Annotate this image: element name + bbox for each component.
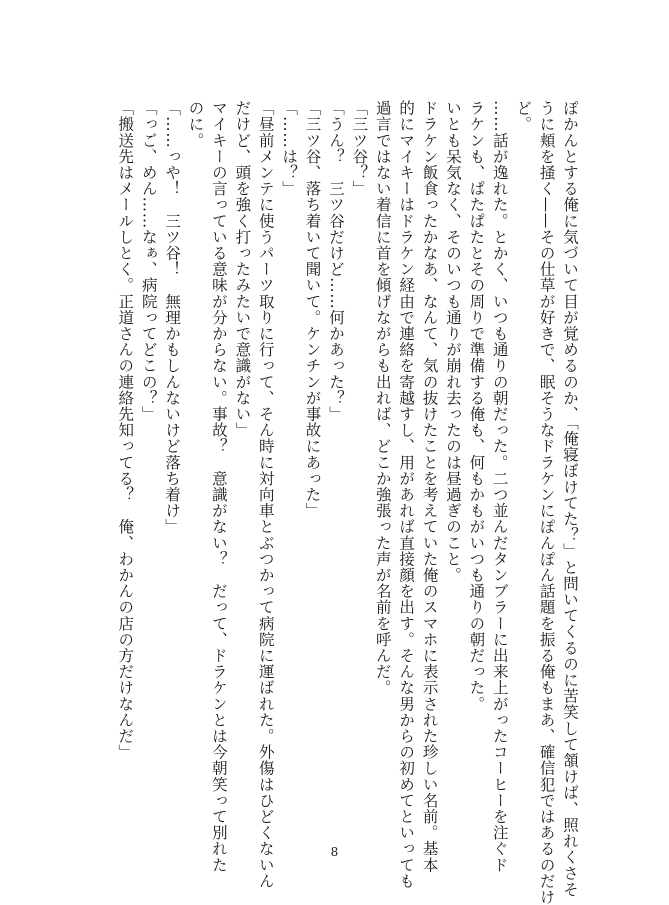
- text-line: ラケンも、ぱたぱたとその周りで準備する俺も、何もかもがいつも通りの朝だった。: [467, 100, 486, 712]
- page-number: 8: [330, 845, 339, 859]
- text-line: マイキーの言っている意味が分からない。事故？ 意識がない？ だって、ドラケンとは今朝笑って別れた: [209, 100, 228, 873]
- dialogue-line: 「三ツ谷、落ち着いて聞いて。ケンチンが事故にあった」: [303, 100, 322, 519]
- dialogue-line: だけど、頭を強く打ったみたいで意識がない」: [233, 100, 252, 439]
- dialogue-line: 「っご、めん……なぁ、病院ってどこの？」: [139, 100, 158, 422]
- dialogue-line: 「搬送先はメールしとく。正道さんの連絡先知ってる？ 俺、わかんの店の方だけなんだ」: [116, 100, 135, 761]
- dialogue-line: 「……っや！ 三ツ谷！ 無理かもしんないけど落ち着け」: [163, 100, 182, 535]
- dialogue-line: 「三ツ谷？」: [350, 100, 369, 197]
- text-line: のに。: [186, 100, 205, 149]
- dialogue-line: 「昼前メンテに使うパーツ取りに行って、そん時に対向車とぶつかって病院に運ばれた。外傷はひどくないん: [256, 100, 275, 889]
- dialogue-line: 「……は？」: [280, 100, 299, 197]
- text-line: うに頬を掻く——その仕草が好きで、眠そうなドラケンにぽんぽん話題を振る俺もまあ、確信犯ではあるのだけ: [537, 100, 556, 905]
- text-line: 的にマイキーはドラケン経由で連絡を寄越すし、用があれば直接顔を出す。そんな男からの初めてといっても: [397, 100, 416, 889]
- dialogue-line: 「うん？ 三ツ谷だけど……何かあった？」: [326, 100, 345, 422]
- text-line: ぽかんとする俺に気づいて目が覚めるのか、「俺寝ぼけてた？」と問いてくるのに苦笑して頷けば、照れくさそ: [561, 100, 579, 898]
- text-line: 過言ではない着信に首を傾げながらも出れば、どこか強張った声が名前を呼んだ。: [373, 100, 392, 696]
- text-line: いとも呆気なく、そのいつも通りが崩れ去ったのは昼過ぎのこと。: [443, 100, 462, 583]
- body-text: [81, 100, 581, 905]
- text-line: ど。: [514, 100, 533, 133]
- text-line: ドラケン飯食ったかなあ、なんて、気の抜けたことを考えていた俺のスマホに表示された珍しい名前。基本: [420, 100, 439, 873]
- text-line: ……話が逸れた。とかく、いつも通りの朝だった。二つ並んだタンブラーに出来上がったコーヒーを注ぐド: [490, 100, 509, 873]
